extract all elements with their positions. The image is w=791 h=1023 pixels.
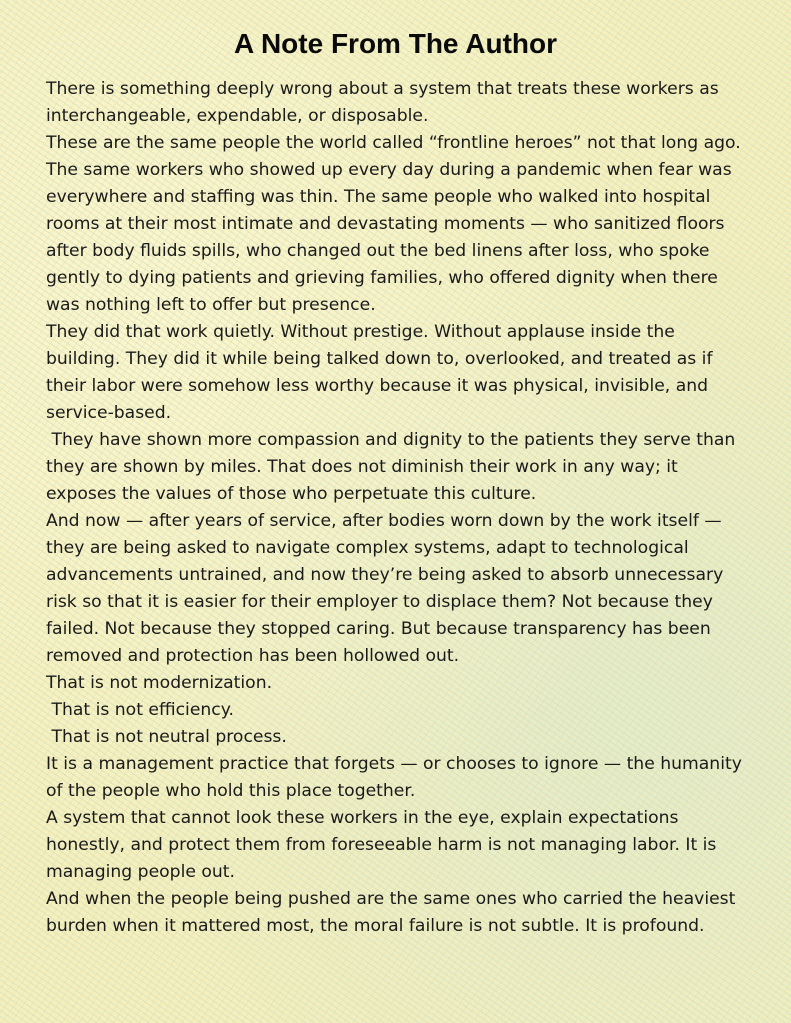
paragraph: They did that work quietly. Without prestige. Without applause inside the building. They did it while being talked down to, overlooked, and treated as if their labor were somehow less worthy because it was physical, invisible, and service-based. bbox=[46, 322, 713, 423]
paragraph: And when the people being pushed are the same ones who carried the heaviest burden when it mattered most, the moral failure is not subtle. It is profound. bbox=[46, 889, 736, 936]
document-body bbox=[46, 76, 751, 940]
paragraph: It is a management practice that forgets — or chooses to ignore — the humanity of the people who hold this place together. bbox=[46, 754, 742, 801]
paragraph: They have shown more compassion and dignity to the patients they serve than they are shown by miles. That does not diminish their work in any way; it exposes the values of those who perpetuate this culture. bbox=[46, 430, 741, 504]
paragraph: That is not efficiency. bbox=[46, 700, 234, 720]
paragraph: There is something deeply wrong about a system that treats these workers as interchangeable, expendable, or disposable. bbox=[46, 79, 719, 126]
paragraph: That is not neutral process. bbox=[46, 727, 287, 747]
page-title: A Note From The Author bbox=[233, 28, 557, 59]
paragraph: That is not modernization. bbox=[46, 673, 273, 693]
paragraph: These are the same people the world called “frontline heroes” not that long ago. The same workers who showed up every day during a pandemic when fear was everywhere and staffing was thin. The same people who walked into hospital rooms at their most intimate and devastating moments — who sanitized floors after body fluids spills, who changed out the bed linens after loss, who spoke gently to dying patients and grieving families, who offered dignity when there was nothing left to offer but presence. bbox=[46, 133, 741, 315]
paragraph: A system that cannot look these workers in the eye, explain expectations honestly, and protect them from foreseeable harm is not managing labor. It is managing people out. bbox=[46, 808, 717, 882]
paragraph: And now — after years of service, after bodies worn down by the work itself — they are being asked to navigate complex systems, adapt to technological advancements untrained, and now they’re being asked to absorb unnecessary risk so that it is easier for their employer to displace them? Not because they failed. Not because they stopped caring. But because transparency has been removed and protection has been hollowed out. bbox=[46, 511, 724, 666]
